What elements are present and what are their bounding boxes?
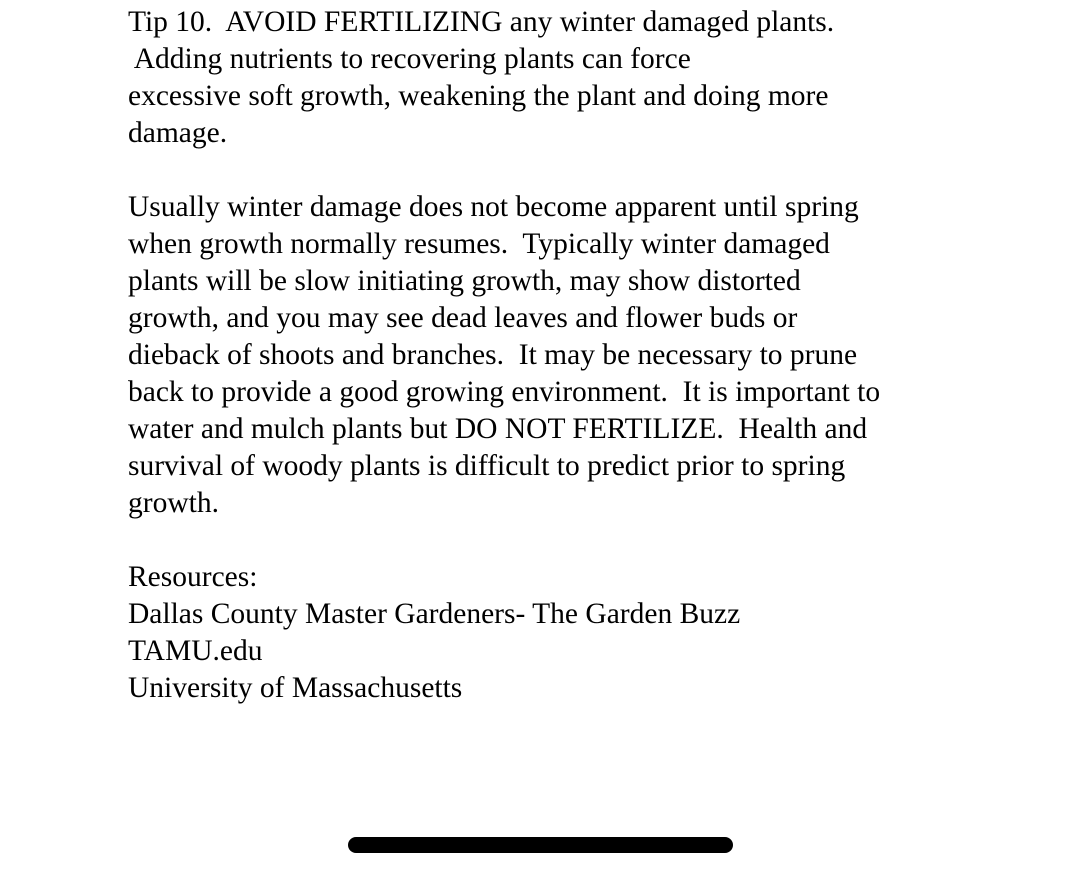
winter-damage-line: growth. <box>128 487 219 519</box>
resource-item: TAMU.edu <box>128 635 263 667</box>
tip-line: Adding nutrients to recovering plants can force <box>128 43 691 75</box>
home-indicator-bar[interactable] <box>348 837 733 853</box>
resources-heading: Resources: <box>128 561 258 593</box>
resource-item: University of Massachusetts <box>128 672 463 704</box>
winter-damage-line: water and mulch plants but DO NOT FERTILIZE. Health and <box>128 413 868 445</box>
winter-damage-line: plants will be slow initiating growth, may show distorted <box>128 265 801 297</box>
tip-paragraph <box>128 4 1028 152</box>
document-body <box>128 4 1028 744</box>
winter-damage-line: growth, and you may see dead leaves and flower buds or <box>128 302 798 334</box>
winter-damage-line: Usually winter damage does not become apparent until spring <box>128 191 859 223</box>
winter-damage-paragraph <box>128 189 1028 522</box>
resource-item: Dallas County Master Gardeners- The Garden Buzz <box>128 598 741 630</box>
tip-line: excessive soft growth, weakening the plant and doing more <box>128 80 829 112</box>
winter-damage-line: survival of woody plants is difficult to predict prior to spring <box>128 450 846 482</box>
winter-damage-line: back to provide a good growing environment. It is important to <box>128 376 881 408</box>
tip-line: Tip 10. AVOID FERTILIZING any winter damaged plants. <box>128 6 835 38</box>
winter-damage-line: when growth normally resumes. Typically winter damaged <box>128 228 830 260</box>
resources-section <box>128 559 1028 707</box>
winter-damage-line: dieback of shoots and branches. It may be necessary to prune <box>128 339 858 371</box>
tip-line: damage. <box>128 117 228 149</box>
